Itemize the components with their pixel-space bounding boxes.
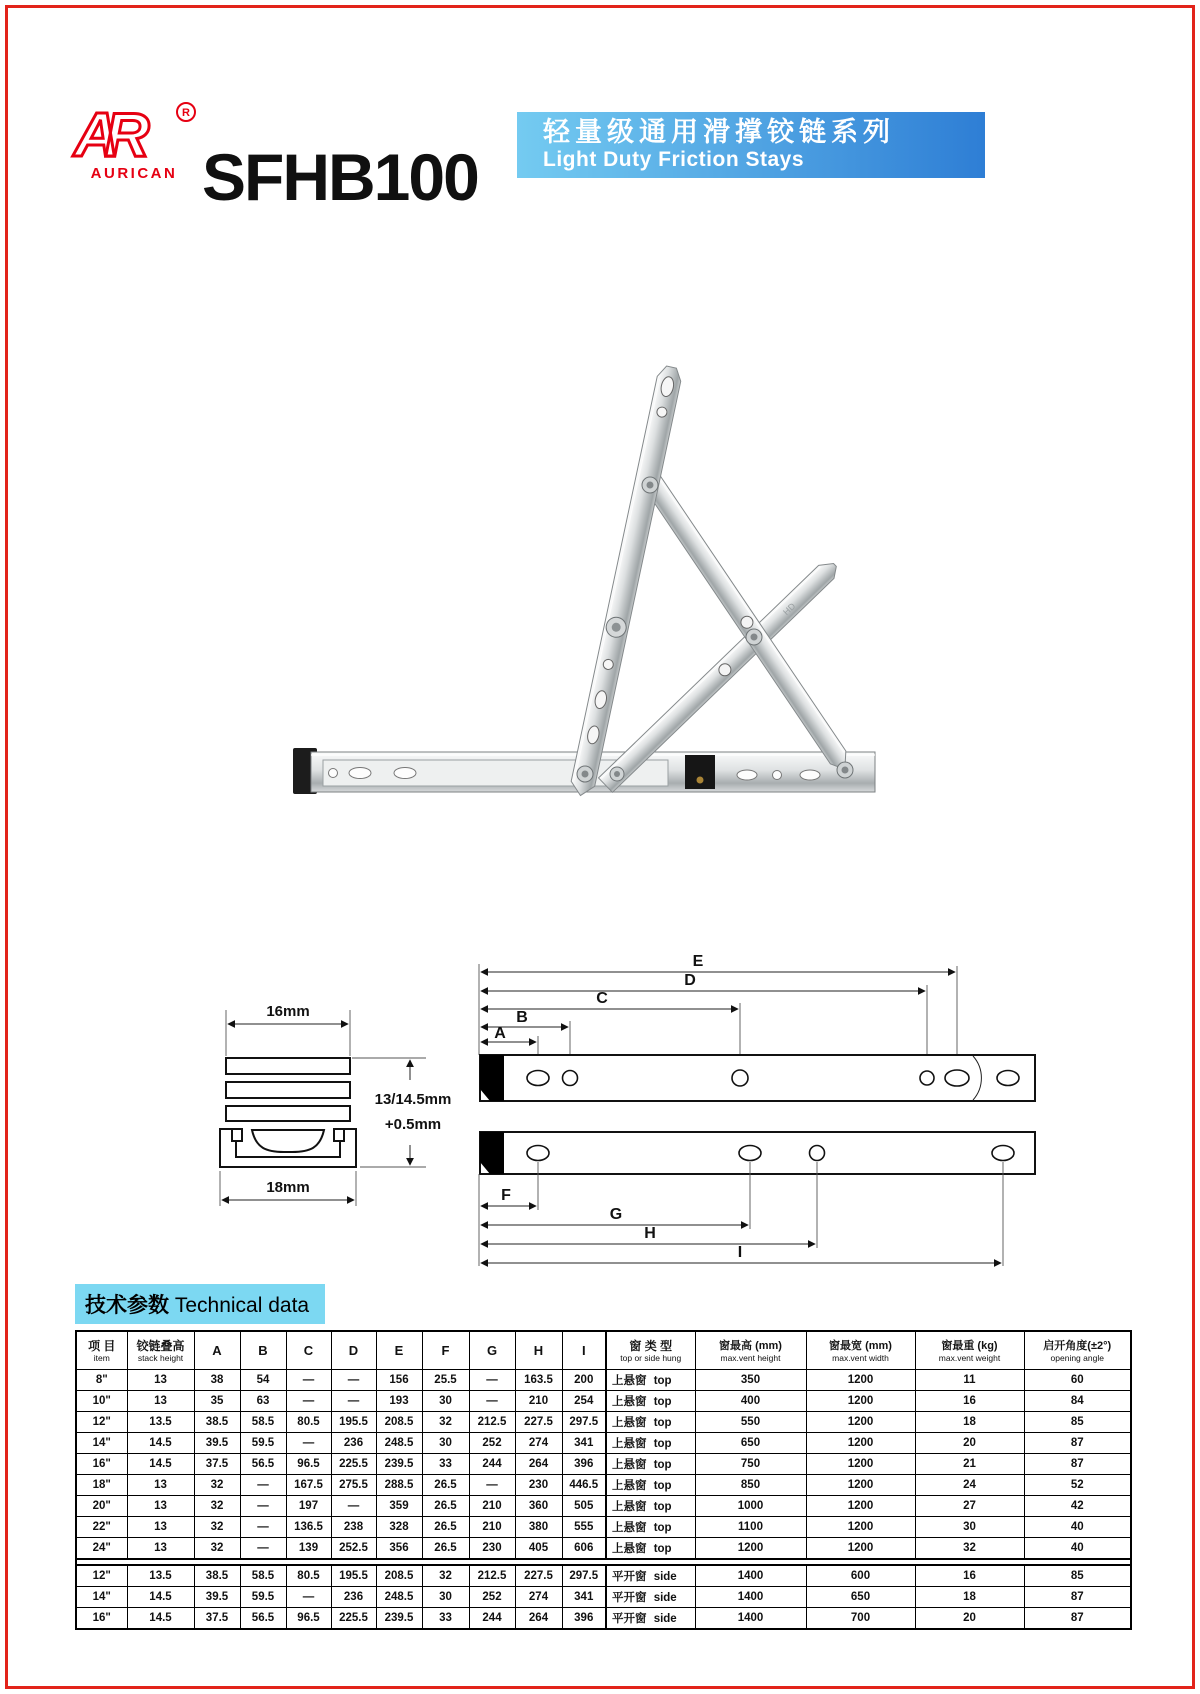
item-cell: 16" (76, 1608, 127, 1630)
value-cell: 24 (915, 1475, 1024, 1496)
column-header: 窗最高 (mm) max.vent height (695, 1331, 806, 1370)
value-cell: 606 (562, 1538, 606, 1560)
value-cell: 59.5 (240, 1433, 286, 1454)
item-cell: 14" (76, 1433, 127, 1454)
value-cell: 167.5 (286, 1475, 331, 1496)
value-cell: 13 (127, 1391, 194, 1412)
value-cell: 328 (376, 1517, 422, 1538)
value-cell: 54 (240, 1370, 286, 1391)
value-cell: 446.5 (562, 1475, 606, 1496)
value-cell: 195.5 (331, 1412, 376, 1433)
value-cell: 1200 (695, 1538, 806, 1560)
value-cell: 13 (127, 1475, 194, 1496)
dim-height: 13/14.5mm (374, 1091, 452, 1108)
value-cell: 360 (515, 1496, 562, 1517)
value-cell: 85 (1024, 1412, 1131, 1433)
value-cell: 40 (1024, 1517, 1131, 1538)
column-header: E (376, 1331, 422, 1370)
table-row (76, 1517, 1131, 1538)
value-cell: 13.5 (127, 1412, 194, 1433)
value-cell: — (286, 1433, 331, 1454)
registered-mark-letter: R (182, 107, 190, 119)
value-cell: 30 (422, 1391, 469, 1412)
dimension-drawing (440, 884, 1050, 1284)
technical-data-table-wrap (75, 1330, 1132, 1630)
value-cell: 56.5 (240, 1608, 286, 1630)
value-cell: 210 (469, 1496, 515, 1517)
value-cell: 1200 (806, 1370, 915, 1391)
column-header: D (331, 1331, 376, 1370)
window-type-cell: 平开窗 side (606, 1587, 695, 1608)
value-cell: 650 (806, 1587, 915, 1608)
window-type-cell: 上悬窗 top (606, 1370, 695, 1391)
table-row (76, 1565, 1131, 1587)
dim-label-E: E (692, 953, 704, 970)
value-cell: 850 (695, 1475, 806, 1496)
value-cell: 288.5 (376, 1475, 422, 1496)
value-cell: 58.5 (240, 1412, 286, 1433)
value-cell: 200 (562, 1370, 606, 1391)
value-cell: 13 (127, 1517, 194, 1538)
value-cell: 380 (515, 1517, 562, 1538)
column-header: 窗最宽 (mm) max.vent width (806, 1331, 915, 1370)
value-cell: 264 (515, 1608, 562, 1630)
value-cell: — (331, 1370, 376, 1391)
item-cell: 16" (76, 1454, 127, 1475)
value-cell: — (286, 1587, 331, 1608)
value-cell: — (240, 1538, 286, 1560)
window-type-cell: 平开窗 side (606, 1565, 695, 1587)
value-cell: 248.5 (376, 1587, 422, 1608)
dim-top-width: 16mm (266, 1003, 310, 1020)
value-cell: 341 (562, 1433, 606, 1454)
column-header: 窗最重 (kg) max.vent weight (915, 1331, 1024, 1370)
table-row (76, 1433, 1131, 1454)
dim-label-F: F (501, 1187, 511, 1204)
value-cell: 1400 (695, 1608, 806, 1630)
value-cell: 225.5 (331, 1454, 376, 1475)
value-cell: 14.5 (127, 1608, 194, 1630)
value-cell: 87 (1024, 1454, 1131, 1475)
value-cell: 56.5 (240, 1454, 286, 1475)
dim-label-B: B (516, 1009, 528, 1026)
value-cell: 650 (695, 1433, 806, 1454)
value-cell: 1200 (806, 1412, 915, 1433)
value-cell: 139 (286, 1538, 331, 1560)
value-cell: 252 (469, 1587, 515, 1608)
value-cell: — (240, 1475, 286, 1496)
value-cell: — (469, 1370, 515, 1391)
value-cell: 32 (194, 1496, 240, 1517)
value-cell: 25.5 (422, 1370, 469, 1391)
series-title-en: Light Duty Friction Stays (543, 148, 805, 171)
value-cell: 405 (515, 1538, 562, 1560)
value-cell: 254 (562, 1391, 606, 1412)
table-row (76, 1608, 1131, 1630)
product-model-title: SFHB100 (202, 140, 478, 214)
column-header: F (422, 1331, 469, 1370)
dim-label-H: H (644, 1225, 656, 1242)
value-cell: 35 (194, 1391, 240, 1412)
value-cell: 297.5 (562, 1412, 606, 1433)
value-cell: 32 (194, 1475, 240, 1496)
series-banner (517, 112, 985, 178)
value-cell: 350 (695, 1370, 806, 1391)
value-cell: 20 (915, 1433, 1024, 1454)
value-cell: 212.5 (469, 1565, 515, 1587)
track-lock-block (685, 755, 715, 789)
value-cell: 32 (194, 1538, 240, 1560)
window-type-cell: 上悬窗 top (606, 1475, 695, 1496)
technical-data-label (75, 1284, 325, 1324)
item-cell: 8" (76, 1370, 127, 1391)
item-cell: 10" (76, 1391, 127, 1412)
table-row (76, 1475, 1131, 1496)
value-cell: 26.5 (422, 1496, 469, 1517)
value-cell: 96.5 (286, 1454, 331, 1475)
value-cell: 1200 (806, 1475, 915, 1496)
maker-stamp: HD (781, 600, 798, 618)
value-cell: 37.5 (194, 1608, 240, 1630)
value-cell: 26.5 (422, 1475, 469, 1496)
value-cell: 30 (915, 1517, 1024, 1538)
value-cell: 239.5 (376, 1454, 422, 1475)
value-cell: 1200 (806, 1391, 915, 1412)
value-cell: 700 (806, 1608, 915, 1630)
column-header: A (194, 1331, 240, 1370)
value-cell: 38 (194, 1370, 240, 1391)
cross-section-drawing (192, 940, 482, 1215)
value-cell: 208.5 (376, 1565, 422, 1587)
value-cell: 13 (127, 1370, 194, 1391)
value-cell: 58.5 (240, 1565, 286, 1587)
value-cell: 80.5 (286, 1412, 331, 1433)
value-cell: 600 (806, 1565, 915, 1587)
value-cell: 42 (1024, 1496, 1131, 1517)
value-cell: 32 (422, 1412, 469, 1433)
value-cell: 13.5 (127, 1565, 194, 1587)
value-cell: 341 (562, 1587, 606, 1608)
value-cell: 238 (331, 1517, 376, 1538)
value-cell: 252 (469, 1433, 515, 1454)
value-cell: 244 (469, 1454, 515, 1475)
value-cell: 195.5 (331, 1565, 376, 1587)
value-cell: 87 (1024, 1433, 1131, 1454)
value-cell: 38.5 (194, 1565, 240, 1587)
table-row (76, 1412, 1131, 1433)
tech-table-head (76, 1331, 1131, 1370)
value-cell: 1400 (695, 1587, 806, 1608)
value-cell: 264 (515, 1454, 562, 1475)
value-cell: — (286, 1391, 331, 1412)
window-type-cell: 上悬窗 top (606, 1454, 695, 1475)
dim-label-G: G (609, 1206, 623, 1223)
value-cell: 1200 (806, 1454, 915, 1475)
tech-table (75, 1330, 1132, 1630)
value-cell: — (469, 1475, 515, 1496)
value-cell: 1400 (695, 1565, 806, 1587)
value-cell: 26.5 (422, 1538, 469, 1560)
dim-bottom-width: 18mm (266, 1179, 310, 1196)
item-cell: 22" (76, 1517, 127, 1538)
value-cell: 30 (422, 1433, 469, 1454)
value-cell: 84 (1024, 1391, 1131, 1412)
value-cell: 212.5 (469, 1412, 515, 1433)
value-cell: 38.5 (194, 1412, 240, 1433)
value-cell: 236 (331, 1587, 376, 1608)
value-cell: 85 (1024, 1565, 1131, 1587)
value-cell: 18 (915, 1587, 1024, 1608)
item-cell: 20" (76, 1496, 127, 1517)
item-cell: 24" (76, 1538, 127, 1560)
value-cell: — (240, 1517, 286, 1538)
value-cell: 275.5 (331, 1475, 376, 1496)
value-cell: 244 (469, 1608, 515, 1630)
value-cell: 136.5 (286, 1517, 331, 1538)
value-cell: 39.5 (194, 1587, 240, 1608)
table-row (76, 1454, 1131, 1475)
value-cell: 16 (915, 1565, 1024, 1587)
value-cell: 210 (515, 1391, 562, 1412)
value-cell: 26.5 (422, 1517, 469, 1538)
value-cell: 252.5 (331, 1538, 376, 1560)
value-cell: 750 (695, 1454, 806, 1475)
item-cell: 14" (76, 1587, 127, 1608)
table-row (76, 1496, 1131, 1517)
value-cell: 87 (1024, 1587, 1131, 1608)
value-cell: 30 (422, 1587, 469, 1608)
value-cell: 248.5 (376, 1433, 422, 1454)
value-cell: 80.5 (286, 1565, 331, 1587)
value-cell: 13 (127, 1496, 194, 1517)
value-cell: 33 (422, 1608, 469, 1630)
technical-data-label-cn: 技术参数 (85, 1294, 169, 1317)
value-cell: 21 (915, 1454, 1024, 1475)
dim-label-C: C (596, 990, 608, 1007)
value-cell: 193 (376, 1391, 422, 1412)
value-cell: 156 (376, 1370, 422, 1391)
value-cell: 14.5 (127, 1587, 194, 1608)
value-cell: 274 (515, 1587, 562, 1608)
top-bar-outline (480, 1055, 1035, 1101)
brand-name: AURICAN (90, 165, 178, 182)
product-photo (285, 350, 905, 805)
value-cell: 33 (422, 1454, 469, 1475)
item-cell: 12" (76, 1412, 127, 1433)
value-cell: — (469, 1391, 515, 1412)
dim-tolerance: +0.5mm (384, 1116, 442, 1133)
value-cell: 1000 (695, 1496, 806, 1517)
series-title-cn: 轻量级通用滑撑铰链系列 (543, 117, 895, 147)
value-cell: 225.5 (331, 1608, 376, 1630)
value-cell: 52 (1024, 1475, 1131, 1496)
value-cell: 1100 (695, 1517, 806, 1538)
table-header-row (76, 1331, 1131, 1370)
table-row (76, 1538, 1131, 1560)
value-cell: 60 (1024, 1370, 1131, 1391)
window-type-cell: 上悬窗 top (606, 1433, 695, 1454)
technical-data-label-en: Technical data (174, 1294, 310, 1317)
value-cell: 400 (695, 1391, 806, 1412)
value-cell: 230 (469, 1538, 515, 1560)
value-cell: 11 (915, 1370, 1024, 1391)
value-cell: 210 (469, 1517, 515, 1538)
value-cell: 163.5 (515, 1370, 562, 1391)
value-cell: 13 (127, 1538, 194, 1560)
bottom-bar-outline (480, 1132, 1035, 1174)
value-cell: 37.5 (194, 1454, 240, 1475)
value-cell: 356 (376, 1538, 422, 1560)
column-header: 启开角度(±2°) opening angle (1024, 1331, 1131, 1370)
value-cell: 32 (194, 1517, 240, 1538)
value-cell: 230 (515, 1475, 562, 1496)
tech-table-body (76, 1370, 1131, 1630)
table-row (76, 1587, 1131, 1608)
value-cell: 555 (562, 1517, 606, 1538)
value-cell: 208.5 (376, 1412, 422, 1433)
column-header: H (515, 1331, 562, 1370)
window-type-cell: 上悬窗 top (606, 1496, 695, 1517)
value-cell: — (286, 1370, 331, 1391)
dim-label-I: I (737, 1244, 743, 1261)
value-cell: 1200 (806, 1517, 915, 1538)
value-cell: 16 (915, 1391, 1024, 1412)
value-cell: 505 (562, 1496, 606, 1517)
value-cell: 96.5 (286, 1608, 331, 1630)
value-cell: 20 (915, 1608, 1024, 1630)
window-type-cell: 平开窗 side (606, 1608, 695, 1630)
column-header: 项 目 item (76, 1331, 127, 1370)
value-cell: 14.5 (127, 1454, 194, 1475)
value-cell: 32 (422, 1565, 469, 1587)
column-header: 窗 类 型 top or side hung (606, 1331, 695, 1370)
column-header: C (286, 1331, 331, 1370)
value-cell: 227.5 (515, 1565, 562, 1587)
value-cell: 396 (562, 1454, 606, 1475)
window-type-cell: 上悬窗 top (606, 1412, 695, 1433)
value-cell: 274 (515, 1433, 562, 1454)
dim-label-A: A (494, 1025, 506, 1042)
value-cell: 59.5 (240, 1587, 286, 1608)
value-cell: 87 (1024, 1608, 1131, 1630)
value-cell: 1200 (806, 1538, 915, 1560)
value-cell: — (331, 1391, 376, 1412)
value-cell: — (240, 1496, 286, 1517)
item-cell: 12" (76, 1565, 127, 1587)
value-cell: 550 (695, 1412, 806, 1433)
window-type-cell: 上悬窗 top (606, 1391, 695, 1412)
value-cell: 297.5 (562, 1565, 606, 1587)
value-cell: 1200 (806, 1496, 915, 1517)
value-cell: 1200 (806, 1433, 915, 1454)
value-cell: — (331, 1496, 376, 1517)
value-cell: 18 (915, 1412, 1024, 1433)
value-cell: 40 (1024, 1538, 1131, 1560)
value-cell: 14.5 (127, 1433, 194, 1454)
dim-label-D: D (684, 972, 696, 989)
column-header: B (240, 1331, 286, 1370)
value-cell: 227.5 (515, 1412, 562, 1433)
value-cell: 39.5 (194, 1433, 240, 1454)
value-cell: 239.5 (376, 1608, 422, 1630)
value-cell: 32 (915, 1538, 1024, 1560)
value-cell: 63 (240, 1391, 286, 1412)
window-type-cell: 上悬窗 top (606, 1538, 695, 1560)
brand-logo (70, 96, 210, 184)
value-cell: 396 (562, 1608, 606, 1630)
value-cell: 197 (286, 1496, 331, 1517)
logo-monogram: AR (74, 101, 136, 170)
table-row (76, 1370, 1131, 1391)
table-row (76, 1391, 1131, 1412)
column-header: I (562, 1331, 606, 1370)
column-header: 铰链叠高 stack height (127, 1331, 194, 1370)
item-cell: 18" (76, 1475, 127, 1496)
window-type-cell: 上悬窗 top (606, 1517, 695, 1538)
column-header: G (469, 1331, 515, 1370)
value-cell: 236 (331, 1433, 376, 1454)
value-cell: 359 (376, 1496, 422, 1517)
value-cell: 27 (915, 1496, 1024, 1517)
